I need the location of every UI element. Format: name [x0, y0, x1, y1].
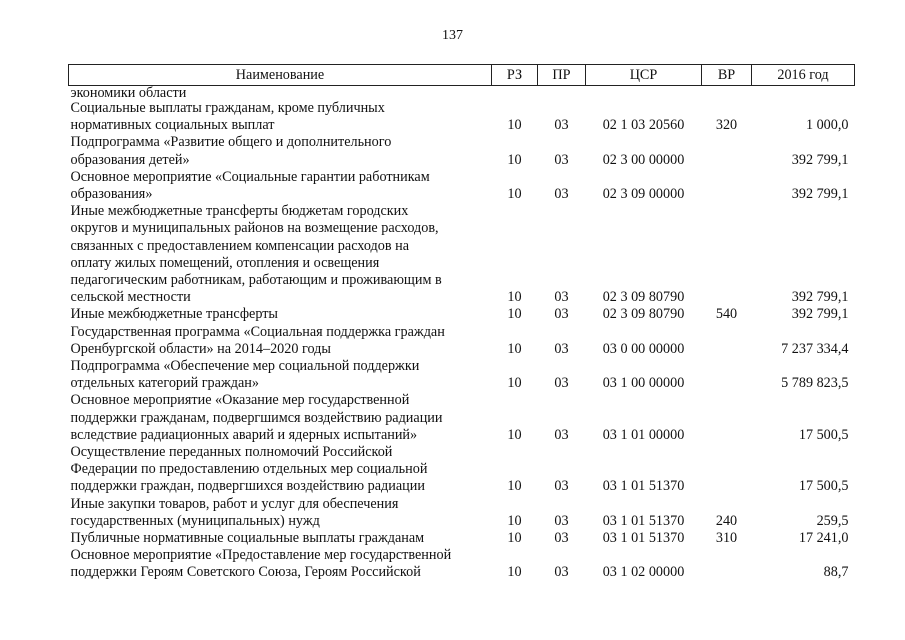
row-csr: 02 3 00 00000 — [602, 151, 685, 168]
row-csr: 03 1 01 51370 — [602, 530, 685, 547]
row-rz: 10 — [507, 306, 522, 323]
row-vr — [702, 169, 752, 203]
row-name: Иные межбюджетные трансферты — [70, 306, 278, 323]
header-pr: ПР — [538, 65, 586, 86]
table-row — [69, 86, 855, 101]
row-name: Основное мероприятие «Социальные гарантии работникам образования» — [70, 168, 430, 203]
row-name: Публичные нормативные социальные выплаты гражданам — [70, 530, 425, 547]
page-number: 137 — [442, 28, 463, 43]
row-rz: 10 — [507, 512, 522, 529]
table-row — [69, 100, 855, 134]
row-rz: 10 — [507, 564, 522, 581]
table-row — [69, 134, 855, 168]
row-name: экономики области — [70, 85, 187, 101]
row-amount: 7 237 334,4 — [781, 340, 849, 357]
row-vr — [702, 324, 752, 358]
row-csr: 02 3 09 80790 — [602, 306, 685, 323]
row-amount: 259,5 — [816, 512, 849, 529]
row-csr: 02 1 03 20560 — [602, 117, 685, 134]
table-row — [69, 444, 855, 496]
row-pr: 03 — [554, 340, 569, 357]
row-pr: 03 — [554, 512, 569, 529]
row-name: Осуществление переданных полномочий Российской Федерации по предоставлению отдельных мер социальной поддержки граждан, подвергшихся воздействию радиации — [70, 444, 428, 495]
row-csr: 03 1 01 51370 — [602, 478, 685, 495]
row-csr: 03 0 00 00000 — [602, 340, 685, 357]
row-pr: 03 — [554, 151, 569, 168]
row-pr — [538, 86, 586, 101]
row-amount: 1 000,0 — [805, 117, 849, 134]
row-amount: 17 241,0 — [798, 530, 849, 547]
row-vr: 540 — [715, 306, 738, 323]
row-name: Социальные выплаты гражданам, кроме публичных нормативных социальных выплат — [70, 100, 385, 134]
header-rz: РЗ — [492, 65, 538, 86]
row-pr: 03 — [554, 530, 569, 547]
row-vr: 240 — [715, 512, 738, 529]
row-vr — [702, 547, 752, 581]
row-csr — [586, 86, 702, 101]
row-amount: 17 500,5 — [798, 478, 849, 495]
row-pr: 03 — [554, 478, 569, 495]
row-amount: 5 789 823,5 — [781, 375, 849, 392]
row-pr: 03 — [554, 564, 569, 581]
row-rz: 10 — [507, 186, 522, 203]
budget-table — [68, 64, 855, 582]
row-vr — [702, 134, 752, 168]
row-csr: 03 1 02 00000 — [602, 564, 685, 581]
table-row — [69, 496, 855, 530]
header-vr: ВР — [702, 65, 752, 86]
row-csr: 03 1 00 00000 — [602, 375, 685, 392]
table-row — [69, 324, 855, 358]
row-amount: 392 799,1 — [791, 306, 849, 323]
row-name: Основное мероприятие «Предоставление мер государственной поддержки Героям Советского Союза, Героям Российской — [70, 547, 452, 581]
row-rz: 10 — [507, 375, 522, 392]
row-rz: 10 — [507, 426, 522, 443]
row-rz: 10 — [507, 478, 522, 495]
row-name: Основное мероприятие «Оказание мер государственной поддержки гражданам, подвергшимся воздействию радиации вследствие радиационных аварий и ядерных испытаний» — [70, 392, 443, 443]
row-rz: 10 — [507, 530, 522, 547]
row-amount: 392 799,1 — [791, 289, 849, 306]
row-vr — [702, 203, 752, 306]
table-row — [69, 203, 855, 306]
row-vr — [702, 86, 752, 101]
row-rz: 10 — [507, 117, 522, 134]
table-row — [69, 306, 855, 323]
table-header-row — [69, 65, 855, 86]
row-amount: 17 500,5 — [798, 426, 849, 443]
row-pr: 03 — [554, 289, 569, 306]
row-vr — [702, 358, 752, 392]
header-name: Наименование — [69, 65, 492, 86]
row-name: Подпрограмма «Развитие общего и дополнительного образования детей» — [70, 134, 392, 168]
header-csr: ЦСР — [586, 65, 702, 86]
row-name: Иные закупки товаров, работ и услуг для обеспечения государственных (муниципальных) нужд — [70, 495, 399, 529]
row-name: Иные межбюджетные трансферты бюджетам городских округов и муниципальных районов на возмещение расходов, связанных с предоставлением компенсации расходов на оплату жилых помещений, отопления и освещения педагогическим работникам, работающим и проживающим в сельской местности — [70, 203, 442, 306]
row-csr: 02 3 09 00000 — [602, 186, 685, 203]
row-pr: 03 — [554, 306, 569, 323]
row-amount: 392 799,1 — [791, 186, 849, 203]
table-row — [69, 358, 855, 392]
table-row — [69, 169, 855, 203]
table-body — [69, 86, 855, 582]
row-vr — [702, 444, 752, 496]
row-amount: 392 799,1 — [791, 151, 849, 168]
row-name: Подпрограмма «Обеспечение мер социальной поддержки отдельных категорий граждан» — [70, 358, 420, 392]
header-year: 2016 год — [752, 65, 855, 86]
table-row — [69, 547, 855, 581]
row-amount: 88,7 — [823, 564, 849, 581]
row-csr: 03 1 01 51370 — [602, 512, 685, 529]
row-vr — [702, 392, 752, 444]
row-rz: 10 — [507, 340, 522, 357]
row-pr: 03 — [554, 426, 569, 443]
table-row — [69, 530, 855, 547]
row-pr: 03 — [554, 186, 569, 203]
row-csr: 02 3 09 80790 — [602, 289, 685, 306]
row-name: Государственная программа «Социальная поддержка граждан Оренбургской области» на 2014–2020 годы — [70, 323, 445, 357]
table-row — [69, 392, 855, 444]
row-rz: 10 — [507, 151, 522, 168]
row-rz: 10 — [507, 289, 522, 306]
row-rz — [492, 86, 538, 101]
row-pr: 03 — [554, 375, 569, 392]
row-csr: 03 1 01 00000 — [602, 426, 685, 443]
row-amount — [752, 86, 855, 101]
row-pr: 03 — [554, 117, 569, 134]
row-vr: 320 — [715, 117, 738, 134]
row-vr: 310 — [715, 530, 738, 547]
